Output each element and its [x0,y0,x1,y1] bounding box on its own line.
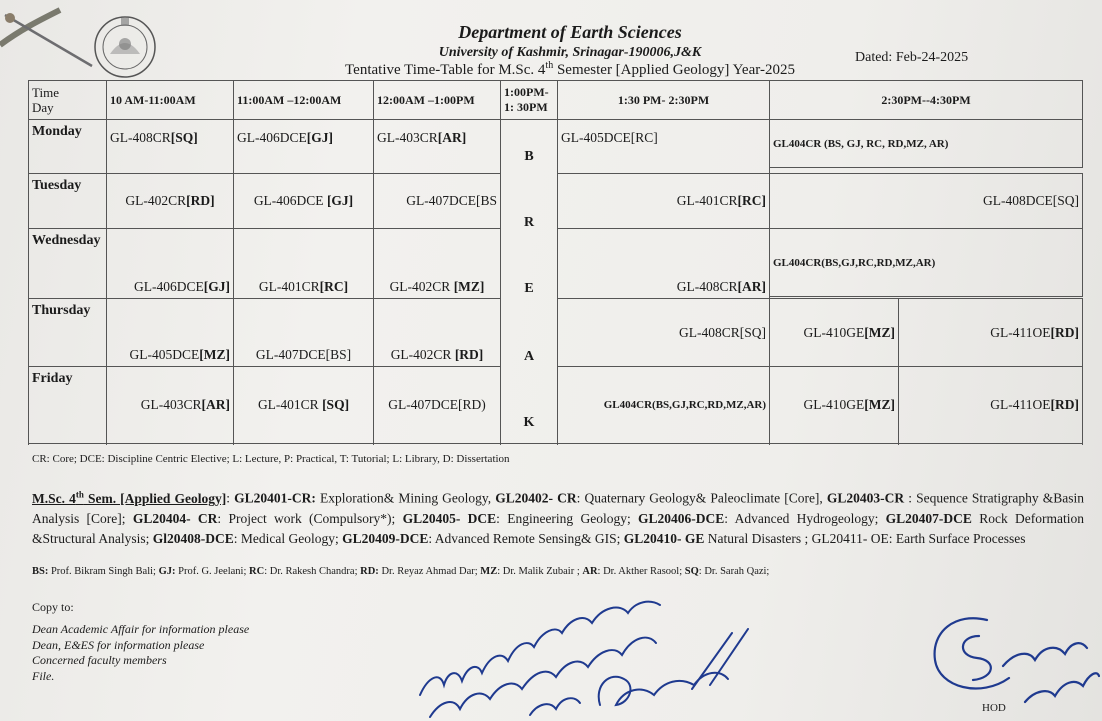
cc-item: Dean Academic Affair for information please [32,622,250,636]
cell-thu-2: GL-407DCE[BS] [234,299,374,367]
department-title: Department of Earth Sciences [458,22,682,42]
break-letter-e: E [524,280,534,296]
cell-mon-2: GL-406DCE[GJ] [234,120,374,174]
cell-tue-4: GL-401CR[RC] [558,174,770,229]
handwritten-note-icon [410,585,760,721]
university-seal-icon [92,14,158,80]
break-time-end: 1: 30PM [504,100,548,114]
hod-signature-icon [925,606,1100,718]
cell-tue-3: GL-407DCE[BS [374,174,501,229]
break-column [501,120,558,444]
day-friday: Friday [29,367,107,444]
break-letter-k: K [523,414,535,430]
cell-wed-4: GL-408CR[AR] [558,229,770,299]
slot-header-5: 2:30PM--4:30PM [770,81,1083,120]
cc-item: Dean, E&ES for information please [32,637,205,652]
cell-mon-5: GL404CR (BS, GJ, RC, RD,MZ, AR) [770,120,1083,168]
slot-header-3: 12:00AM –1:00PM [374,81,501,120]
slot-header-4: 1:30 PM- 2:30PM [558,81,770,120]
cell-thu-5a: GL-410GE[MZ] [770,299,899,367]
cell-tue-5: GL-408DCE[SQ] [770,174,1083,229]
slot-header-break [501,81,558,120]
day-label: Day [32,100,54,115]
day-tuesday: Tuesday [29,174,107,229]
cell-fri-5a: GL-410GE[MZ] [770,367,899,444]
timetable [28,80,1083,444]
copy-to-label: Copy to: [32,600,74,614]
cc-item: File. [32,668,55,683]
cell-fri-1: GL-403CR[AR] [107,367,234,444]
faculty-list: BS: Prof. Bikram Singh Bali; GJ: Prof. G. Jeelani; RC: Dr. Rakesh Chandra; RD: Dr. Reyaz Ahmad Dar; MZ: Dr. Malik Zubair ; AR: Dr. Akther Rasool; SQ: Dr. Sarah Qazi; [32,566,770,577]
table-row [29,120,1083,168]
hod-label: HOD [982,702,1006,714]
cell-fri-4: GL404CR(BS,GJ,RC,RD,MZ,AR) [558,367,770,444]
copy-recipients [32,622,249,684]
cell-wed-5: GL404CR(BS,GJ,RC,RD,MZ,AR) [770,229,1083,297]
slot-header-2: 11:00AM –12:00AM [234,81,374,120]
course-heading: M.Sc. 4th Sem. [Applied Geology] [32,489,227,506]
cell-fri-3: GL-407DCE[RD) [374,367,501,444]
course-list: M.Sc. 4th Sem. [Applied Geology]: GL20401-CR: Exploration& Mining Geology, GL20402- CR: Quaternary Geology& Paleoclimate [Core], GL20403-CR : Sequence Stratigraphy &Basin Analysis [Core]; GL20404- CR: Project work (Compulsory*); GL20405- DCE: Engineering Geology; GL20406-DCE: Advanced Hydrogeology; GL20407-DCE Rock Deformation &Structural Analysis; Gl20408-DCE: Medical Geology; GL20409-DCE: Advanced Remote Sensing& GIS; GL20410- GE Natural Disasters ; GL20411- OE: Earth Surface Processes [32,489,1085,546]
cell-wed-3: GL-402CR [MZ] [374,229,501,299]
cell-thu-1: GL-405DCE[MZ] [107,299,234,367]
university-name: University of Kashmir, Srinagar-190006,J&K [438,45,702,60]
cell-tue-2: GL-406DCE [GJ] [234,174,374,229]
time-label: Time [32,85,59,100]
day-thursday: Thursday [29,299,107,367]
cell-thu-5b: GL-411OE[RD] [899,299,1083,367]
break-letter-a: A [523,348,535,364]
cell-wed-1: GL-406DCE[GJ] [107,229,234,299]
cell-tue-1: GL-402CR[RD] [107,174,234,229]
cell-mon-3: GL-403CR[AR] [374,120,501,174]
cell-thu-3: GL-402CR [RD] [374,299,501,367]
abbreviations-note: CR: Core; DCE: Discipline Centric Elective; L: Lecture, P: Practical, T: Tutorial; L: Library, D: Dissertation [32,453,510,465]
day-monday: Monday [29,120,107,174]
corner-cell [29,81,107,120]
break-letter-b: B [524,148,534,164]
slot-header-1: 10 AM-11:00AM [107,81,234,120]
cell-thu-4: GL-408CR[SQ] [558,299,770,367]
table-header-row [29,81,1083,120]
break-letter-r: R [523,214,535,230]
timetable-title: Tentative Time-Table for M.Sc. 4th Semester [Applied Geology] Year-2025 [345,60,795,78]
cc-item: Concerned faculty members [32,653,167,667]
cell-mon-1: GL-408CR[SQ] [107,120,234,174]
day-wednesday: Wednesday [29,229,107,299]
cell-mon-4: GL-405DCE[RC] [558,120,770,174]
date-label: Dated: Feb-24-2025 [855,50,969,65]
cell-fri-2: GL-401CR [SQ] [234,367,374,444]
cell-fri-5b: GL-411OE[RD] [899,367,1083,444]
cell-wed-2: GL-401CR[RC] [234,229,374,299]
break-time-start: 1:00PM- [504,85,549,99]
